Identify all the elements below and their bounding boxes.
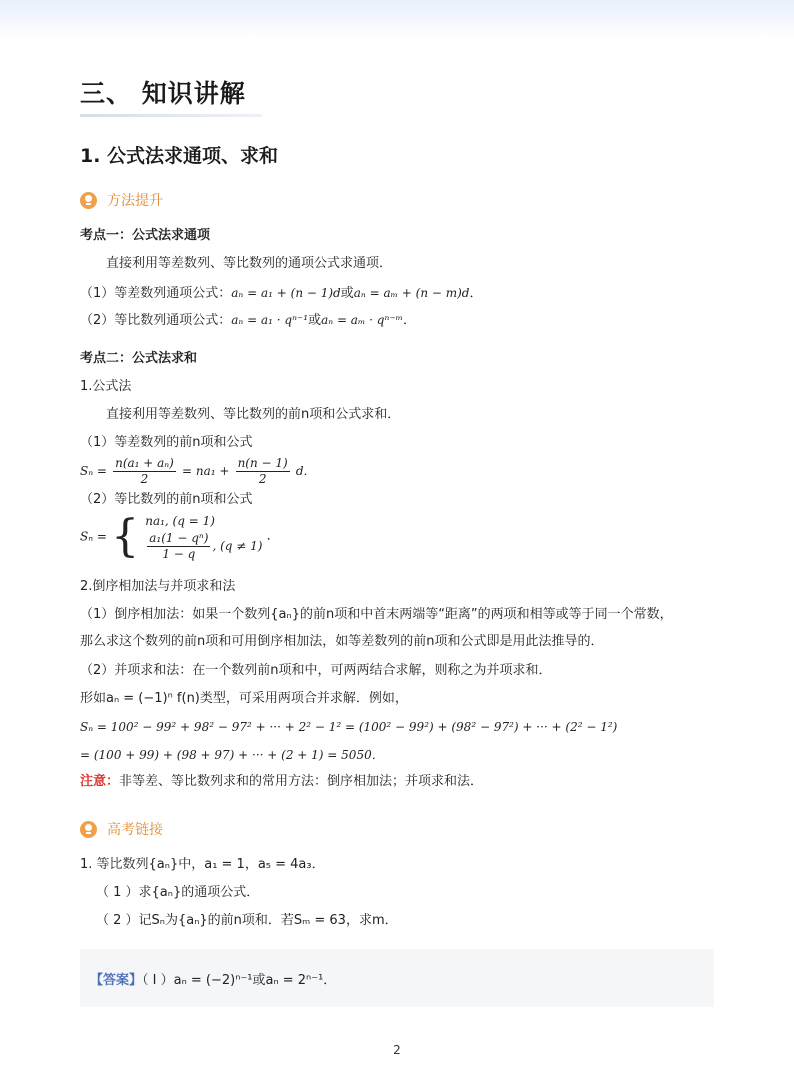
point2-sub1: 1.公式法 [80, 379, 132, 394]
problem-q1: （ 1 ）求{aₙ}的通项公式． [96, 885, 260, 900]
method-label: 方法提升 [107, 193, 163, 209]
or-text: 或 [308, 313, 322, 328]
geo-case-2 [145, 531, 262, 562]
period: ． [403, 313, 417, 328]
arith-sum-mid: = na₁ + [182, 464, 230, 478]
problem-stem: 1. 等比数列{aₙ}中，a₁ = 1，a₅ = 4a₃． [80, 857, 325, 872]
point2-intro: 直接利用等差数列、等比数列的前n项和公式求和． [106, 407, 401, 422]
geo-general-formula-b: aₙ = aₘ · qⁿ⁻ᵐ [321, 313, 404, 327]
geo-general-formula-a: aₙ = a₁ · qⁿ⁻¹ [231, 313, 309, 327]
arith-general-formula-a: aₙ = a₁ + (n − 1)d [231, 286, 341, 300]
exam-heading [80, 819, 163, 839]
problem-q2: （ 2 ）记Sₙ为{aₙ}的前n项和．若Sₘ = 63，求m． [96, 913, 398, 928]
note-label: 注意： [80, 774, 120, 789]
point1-item2-text: （2）等比数列通项公式： [80, 313, 232, 328]
example-line-2: = (100 + 99) + (98 + 97) + ··· + (2 + 1) = 5050． [80, 748, 384, 762]
left-brace: { [111, 510, 140, 562]
point2-title: 考点二：公式法求和 [80, 351, 198, 366]
point1-item1-text: （1）等差数列通项公式： [80, 286, 232, 301]
answer-tag: 【答案】 [90, 973, 143, 988]
lightbulb-icon [80, 821, 97, 838]
header-band [0, 0, 794, 38]
geo-sum-cases [145, 511, 262, 562]
fraction-denominator: 2 [140, 472, 149, 486]
fraction-denominator: 1 − q [162, 547, 196, 561]
answer-text: （ Ⅰ ）aₙ = (−2)ⁿ⁻¹或aₙ = 2ⁿ⁻¹． [142, 973, 337, 988]
combine-line-2: 形如aₙ = (−1)ⁿ f(n)类型，可采用两项合并求解．例如， [80, 691, 408, 706]
reverse-add-line-1: （1）倒序相加法：如果一个数列{aₙ}的前n项和中首末两端等“距离”的两项和相等或等于同一个常数， [80, 607, 673, 622]
fraction-numerator: n(a₁ + aₙ) [115, 456, 174, 470]
fraction-denominator: 2 [258, 472, 267, 486]
point2-item2: （2）等比数列的前n项和公式 [80, 492, 253, 507]
arith-sum-lhs: Sₙ = [80, 464, 107, 478]
period: ． [266, 528, 280, 544]
section-title: 三、 知识讲解 [80, 79, 246, 108]
arith-sum-tail: d． [295, 464, 316, 478]
point2-item1: （1）等差数列的前n项和公式 [80, 435, 253, 450]
note-text: 非等差、等比数列求和的常用方法：倒序相加法；并项求和法． [119, 774, 484, 789]
lightbulb-icon [80, 192, 97, 209]
reverse-add-line-2: 那么求这个数列的前n项和可用倒序相加法，如等差数列的前n项和公式即是用此法推导的． [80, 634, 604, 649]
method-heading [80, 190, 163, 210]
fraction-numerator: n(n − 1) [237, 456, 288, 470]
point1-item1 [80, 284, 483, 303]
geo-sum-lhs: Sₙ = [80, 529, 107, 544]
point1-item2 [80, 311, 416, 330]
geo-case-2-tail: , (q ≠ 1) [212, 539, 263, 553]
arith-sum-formula [80, 456, 316, 487]
geo-case-1: na₁, (q = 1) [145, 514, 215, 528]
or-text: 或 [340, 286, 354, 301]
combine-line-1: （2）并项求和法：在一个数列前n项和中，可两两结合求解，则称之为并项求和． [80, 663, 552, 678]
arith-sum-fraction-2 [236, 456, 290, 487]
section-title-underline [80, 114, 262, 117]
answer-line [90, 969, 336, 988]
point1-title: 考点一：公式法求通项 [80, 228, 211, 243]
fraction-numerator: a₁(1 − qⁿ) [149, 531, 209, 545]
subsection-title: 1. 公式法求通项、求和 [80, 145, 279, 167]
note-line [80, 773, 483, 791]
geo-sum-fraction [147, 531, 210, 562]
exam-label: 高考链接 [107, 822, 163, 838]
point1-intro: 直接利用等差数列、等比数列的通项公式求通项． [106, 256, 393, 271]
geo-sum-formula [80, 511, 280, 562]
point2-sub2: 2.倒序相加法与并项求和法 [80, 579, 236, 594]
period: ． [469, 286, 483, 301]
example-line-1: Sₙ = 100² − 99² + 98² − 97² + ··· + 2² − 1² = (100² − 99²) + (98² − 97²) + ··· + (2² − 1²) [80, 720, 618, 734]
arith-sum-fraction-1 [113, 456, 176, 487]
arith-general-formula-b: aₙ = aₘ + (n − m)d [353, 286, 470, 300]
page-number: 2 [393, 1043, 401, 1057]
